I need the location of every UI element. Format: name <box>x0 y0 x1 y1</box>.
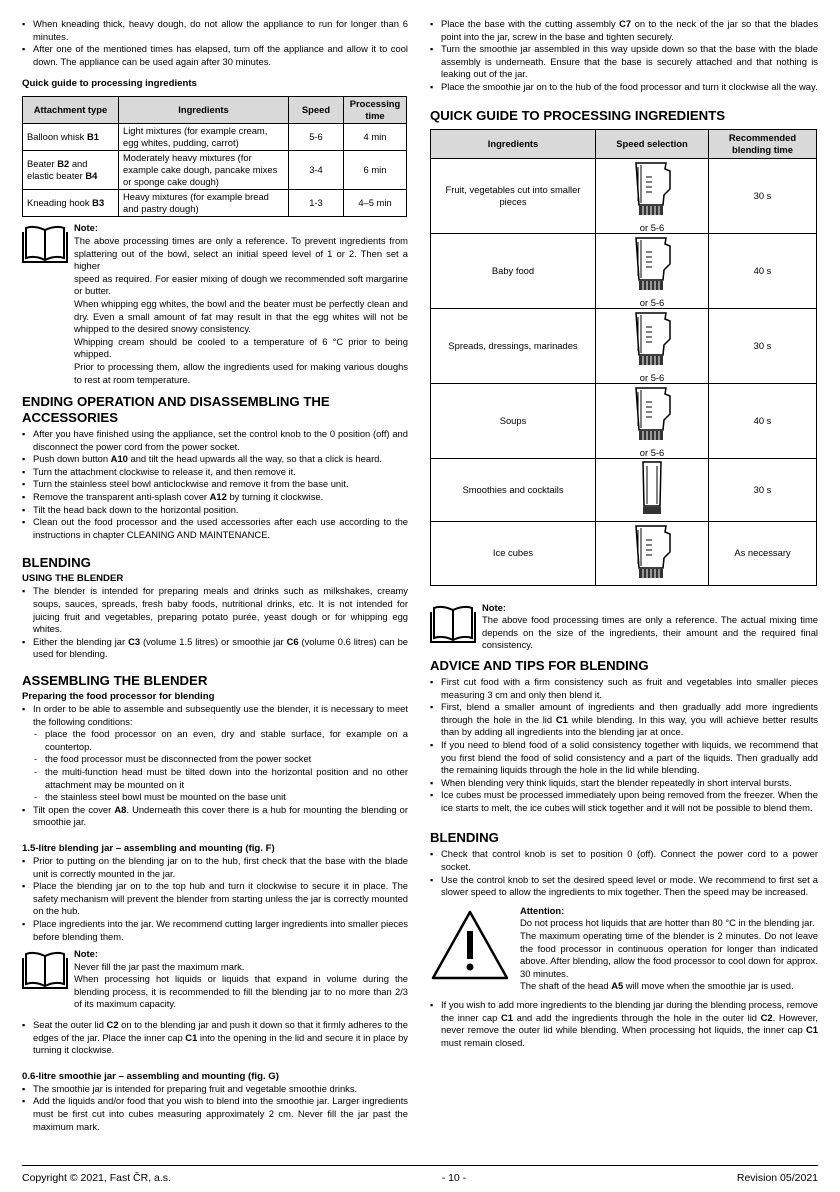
list-item: ▪ Tilt open the cover A8. Underneath this cover there is a hub for mounting the blending or smoothie jar. <box>22 804 408 829</box>
list-item: ▪ When kneading thick, heavy dough, do not allow the appliance to run for longer than 6 minutes. <box>22 18 408 43</box>
section-title: ADVICE AND TIPS FOR BLENDING <box>430 657 649 673</box>
note-text: When processing hot liquids or liquids that expand in volume during the blending process, it is recommended to fill the blending jar to no more than 2/3 of its maximum capacity. <box>74 973 408 1010</box>
time-cell: 40 s <box>709 383 817 458</box>
table-row <box>431 308 817 383</box>
blender-jar-icon <box>630 524 674 582</box>
note-block <box>430 602 818 652</box>
advice-list <box>430 676 818 815</box>
speed-cell <box>596 458 709 521</box>
table-row <box>431 383 817 458</box>
attention-text: The shaft of the head A5 will move when the smoothie jar is used. <box>520 980 794 992</box>
time-cell: 4 min <box>344 124 407 151</box>
section-title: ENDING OPERATION AND DISASSEMBLING THE ACCESSORIES <box>22 394 330 426</box>
list-item: ▪ If you wish to add more ingredients to the blending jar during the blending process, remove the inner cap C1 and add the ingredients through the hole in the outer lid C2. However, never remove the outer lid while blending. When processing hot liquids, the inner cap C1 must remain closed. <box>430 999 818 1049</box>
list-item: - place the food processor on an even, dry and stable surface, for example on a countertop. <box>33 728 408 753</box>
table-header: Speed selection <box>596 129 709 158</box>
list-item: ▪ First cut food with a firm consistency such as fruit and vegetables into smaller pieces measuring 3 cm and only then blend it. <box>430 676 818 701</box>
list-item: ▪ Tilt the head back down to the horizontal position. <box>22 504 408 517</box>
final-list <box>430 999 818 1049</box>
table-header: Speed <box>289 97 344 124</box>
jar06-list <box>22 1083 408 1133</box>
using-list <box>22 585 408 661</box>
intro-list <box>22 18 408 68</box>
list-item: ▪ First, blend a smaller amount of ingredients and then gradually add more ingredients through the hole in the lid C1 while blending. In this way, you will achieve better results than by adding all ingredients into the blending jar at once. <box>430 701 818 739</box>
list-item: - the stainless steel bowl must be mounted on the base unit <box>33 791 408 804</box>
note-title: Note: <box>74 948 98 960</box>
list-item: ▪ If you need to blend food of a solid consistency together with liquids, we recommend that you first blend the food of solid consistency and a part of the liquids. Then gradually add the remaining liquids through the hole in the lid while blending. <box>430 739 818 777</box>
blender-jar-icon <box>630 311 674 369</box>
table-row <box>23 190 407 217</box>
blender-jar-icon <box>630 236 674 294</box>
ingredients-cell: Light mixtures (for example cream, egg whites, pudding, carrot) <box>119 124 289 151</box>
list-item: ▪ Turn the attachment clockwise to release it, and then remove it. <box>22 466 408 479</box>
table-row <box>431 458 817 521</box>
note-text: When whipping egg whites, the bowl and the beater must be perfectly clean and dry. Even a small amount of fat may result in that the egg whites will not be whipped to the desired snowy consistency. <box>74 297 408 335</box>
quick-guide-title: Quick guide to processing ingredients <box>22 78 197 90</box>
subsection-title: 0.6-litre smoothie jar – assembling and mounting (fig. G) <box>22 1070 279 1082</box>
list-item: ▪ Turn the smoothie jar assembled in this way upside down so that the base with the blade assembly is underneath. Ensure that the base is securely attached and that nothing is leaking out of the jar. <box>430 43 818 81</box>
list-item: ▪ Place ingredients into the jar. We recommend cutting larger ingredients into smaller pieces before blending them. <box>22 918 408 943</box>
time-cell: 40 s <box>709 233 817 308</box>
ingredient-cell: Ice cubes <box>431 521 596 585</box>
speed-cell <box>596 158 709 233</box>
blending-list <box>430 848 818 898</box>
jar15-list <box>22 855 408 943</box>
time-cell: 4–5 min <box>344 190 407 217</box>
note-text: The above food processing times are only a reference. The actual mixing time depends on the size of the ingredients, their amount and the required final consistency. <box>482 614 818 651</box>
table-header: Recommended blending time <box>709 129 817 158</box>
list-item: ▪ Place the blending jar on to the top hub and turn it clockwise to secure it in place. The safety mechanism will prevent the blender from starting unless the jar is correctly mounted on the hub. <box>22 880 408 918</box>
blending-guide-table <box>430 129 817 586</box>
page-number: - 10 - <box>441 1172 467 1184</box>
list-item: ▪ Either the blending jar C3 (volume 1.5 litres) or smoothie jar C6 (volume 0.6 litres) can be used for blending. <box>22 636 408 661</box>
blender-jar-icon <box>630 386 674 444</box>
speed-cell <box>596 521 709 585</box>
speed-alt: or 5-6 <box>639 371 665 383</box>
speed-alt: or 5-6 <box>639 296 665 308</box>
list-item: ▪ Add the liquids and/or food that you wish to blend into the smoothie jar. Larger ingredients must be first cut into cubes measuring approximately 2 cm. Never fill the jar past the maximum mark. <box>22 1095 408 1133</box>
list-item: ▪ The blender is intended for preparing meals and drinks such as milkshakes, creamy soups, sauces, spreads, fresh baby foods, nutritional drinks, etc. It is not intended for juicing fruit and vegetables, preparing potato purée, yeast dough or for whipping egg whites. <box>22 585 408 635</box>
list-item: ▪ The smoothie jar is intended for preparing fruit and vegetable smoothie drinks. <box>22 1083 408 1096</box>
attention-text: The maximum operating time of the blender is 2 minutes. Do not leave the food processor in continuous operation for longer than indicated above. After blending, allow the food processor to cool down for approx. 30 minutes. <box>520 930 818 979</box>
speed-cell: 3-4 <box>289 151 344 190</box>
list-item: ▪ After one of the mentioned times has elapsed, turn off the appliance and allow it to cool down. The appliance can be used again after 30 minutes. <box>22 43 408 68</box>
book-icon <box>22 948 74 1011</box>
list-item: ▪ Remove the transparent anti-splash cover A12 by turning it clockwise. <box>22 491 408 504</box>
book-icon <box>22 222 74 386</box>
left-column <box>22 18 408 1133</box>
subsection-title: Preparing the food processor for blending <box>22 691 215 702</box>
table-header: Ingredients <box>119 97 289 124</box>
table-row <box>431 521 817 585</box>
table-row <box>23 124 407 151</box>
list-item: ▪ Turn the stainless steel bowl anticlockwise and remove it from the base unit. <box>22 478 408 491</box>
speed-alt: or 5-6 <box>639 446 665 458</box>
subsection-title: 1.5-litre blending jar – assembling and mounting (fig. F) <box>22 842 275 854</box>
list-item: ▪ Check that control knob is set to position 0 (off). Connect the power cord to a power socket. <box>430 848 818 873</box>
section-title: BLENDING <box>430 830 499 846</box>
list-item: ▪ In order to be able to assemble and subsequently use the blender, it is necessary to meet the following conditions: - place the food processor on an even, dry and stable surface, for example on a countertop. - the food processor must be disconnected from the power socket - the multi-function head must be tilted down into the horizontal position and no other attachment may be mounted on it - the stainless steel bowl must be mounted on the base unit <box>22 703 408 804</box>
time-cell: 30 s <box>709 458 817 521</box>
list-item: ▪ Prior to putting on the blending jar on to the hub, first check that the base with the blade unit is correctly mounted in the jar. <box>22 855 408 880</box>
list-item: ▪ Use the control knob to set the desired speed level or mode. We recommend to first set a slower speed to allow the ingredients to mix together. Then the speed may be increased. <box>430 874 818 899</box>
note-text: The above processing times are only a reference. To prevent ingredients from splattering out of the bowl, select an initial speed level of 1 or 2. Then set a higher <box>74 234 408 272</box>
condition-list <box>33 728 408 804</box>
speed-cell <box>596 308 709 383</box>
prep-list <box>22 703 408 829</box>
ingredient-cell: Fruit, vegetables cut into smaller pieces <box>431 158 596 233</box>
note-text: speed as required. For easier mixing of dough we recommended soft margarine or butter. <box>74 272 408 297</box>
list-item: ▪ When blending very think liquids, start the blender repeatedly in short interval bursts. <box>430 777 818 790</box>
speed-cell: 1-3 <box>289 190 344 217</box>
speed-cell: 5-6 <box>289 124 344 151</box>
ending-list <box>22 428 408 541</box>
list-item: ▪ Push down button A10 and tilt the head upwards all the way, so that a click is heard. <box>22 453 408 466</box>
speed-cell <box>596 383 709 458</box>
speed-alt: or 5-6 <box>639 221 665 233</box>
book-icon <box>430 602 482 652</box>
section-title: QUICK GUIDE TO PROCESSING INGREDIENTS <box>430 107 726 123</box>
time-cell: 30 s <box>709 308 817 383</box>
attention-block <box>430 905 818 993</box>
ingredient-cell: Spreads, dressings, marinades <box>431 308 596 383</box>
quick-guide-table <box>22 96 407 217</box>
list-item: - the multi-function head must be tilted down into the horizontal position and no other attachment may be mounted on it <box>33 766 408 791</box>
note-block <box>22 948 408 1011</box>
time-cell: 30 s <box>709 158 817 233</box>
list-item: ▪ Place the base with the cutting assembly C7 on to the neck of the jar so that the blades point into the jar, screw in the base and tighten securely. <box>430 18 818 43</box>
speed-cell <box>596 233 709 308</box>
revision-text: Revision 05/2021 <box>736 1172 818 1184</box>
note-title: Note: <box>482 601 506 613</box>
list-item: ▪ Ice cubes must be processed immediately upon being removed from the freezer. When the ice starts to melt, the ice cubes will stick together and it will not be possible to blend them. <box>430 789 818 814</box>
section-title: ASSEMBLING THE BLENDER <box>22 673 208 688</box>
table-row <box>431 158 817 233</box>
attachment-cell: Kneading hook B3 <box>23 190 119 217</box>
blender-jar-icon <box>630 161 674 219</box>
table-row <box>23 151 407 190</box>
table-header: Attachment type <box>23 97 119 124</box>
attachment-cell: Beater B2 and elastic beater B4 <box>23 151 119 190</box>
note-text: Never fill the jar past the maximum mark. <box>74 960 245 972</box>
time-cell: 6 min <box>344 151 407 190</box>
list-item: ▪ After you have finished using the appliance, set the control knob to the 0 position (off) and disconnect the power cord from the power socket. <box>22 428 408 453</box>
attention-text: Do not process hot liquids that are hotter than 80 °C in the blending jar. <box>520 917 815 929</box>
list-item: ▪ Place the smoothie jar on to the hub of the food processor and turn it clockwise all the way. <box>430 81 818 94</box>
attachment-cell: Balloon whisk B1 <box>23 124 119 151</box>
table-row <box>431 233 817 308</box>
note-block <box>22 222 408 386</box>
seat-list <box>22 1019 408 1057</box>
section-title: BLENDING <box>22 555 91 571</box>
note-text: Whipping cream should be cooled to a temperature of 6 °C prior to being whipped. <box>74 335 408 360</box>
ingredient-cell: Baby food <box>431 233 596 308</box>
right-column <box>430 18 818 1049</box>
subsection-title: USING THE BLENDER <box>22 573 124 585</box>
list-item: ▪ Clean out the food processor and the used accessories after each use according to the instructions in chapter CLEANING AND MAINTENANCE. <box>22 516 408 541</box>
ingredient-cell: Smoothies and cocktails <box>431 458 596 521</box>
smoothie-jar-icon <box>640 460 664 516</box>
ingredients-cell: Heavy mixtures (for example bread and pastry dough) <box>119 190 289 217</box>
warning-icon <box>430 905 520 993</box>
ingredient-cell: Soups <box>431 383 596 458</box>
note-title: Note: <box>74 222 98 234</box>
attention-title: Attention: <box>520 904 565 916</box>
copyright-text: Copyright © 2021, Fast ČR, a.s. <box>22 1172 171 1184</box>
table-header: Ingredients <box>431 129 596 158</box>
table-header: Processing time <box>344 97 407 124</box>
note-text: Prior to processing them, allow the ingredients used for making various doughs to rest at room temperature. <box>74 360 408 385</box>
page-footer <box>22 1165 818 1185</box>
list-item: - the food processor must be disconnected from the power socket <box>33 753 408 766</box>
ingredients-cell: Moderately heavy mixtures (for example cake dough, pancake mixes or sponge cake dough) <box>119 151 289 190</box>
time-cell: As necessary <box>709 521 817 585</box>
list-item: ▪ Seat the outer lid C2 on to the blending jar and push it down so that it firmly adheres to the edges of the jar. Place the inner cap C1 into the opening in the lid and secure it in place by turning it clockwise. <box>22 1019 408 1057</box>
smoothie-list <box>430 18 818 94</box>
